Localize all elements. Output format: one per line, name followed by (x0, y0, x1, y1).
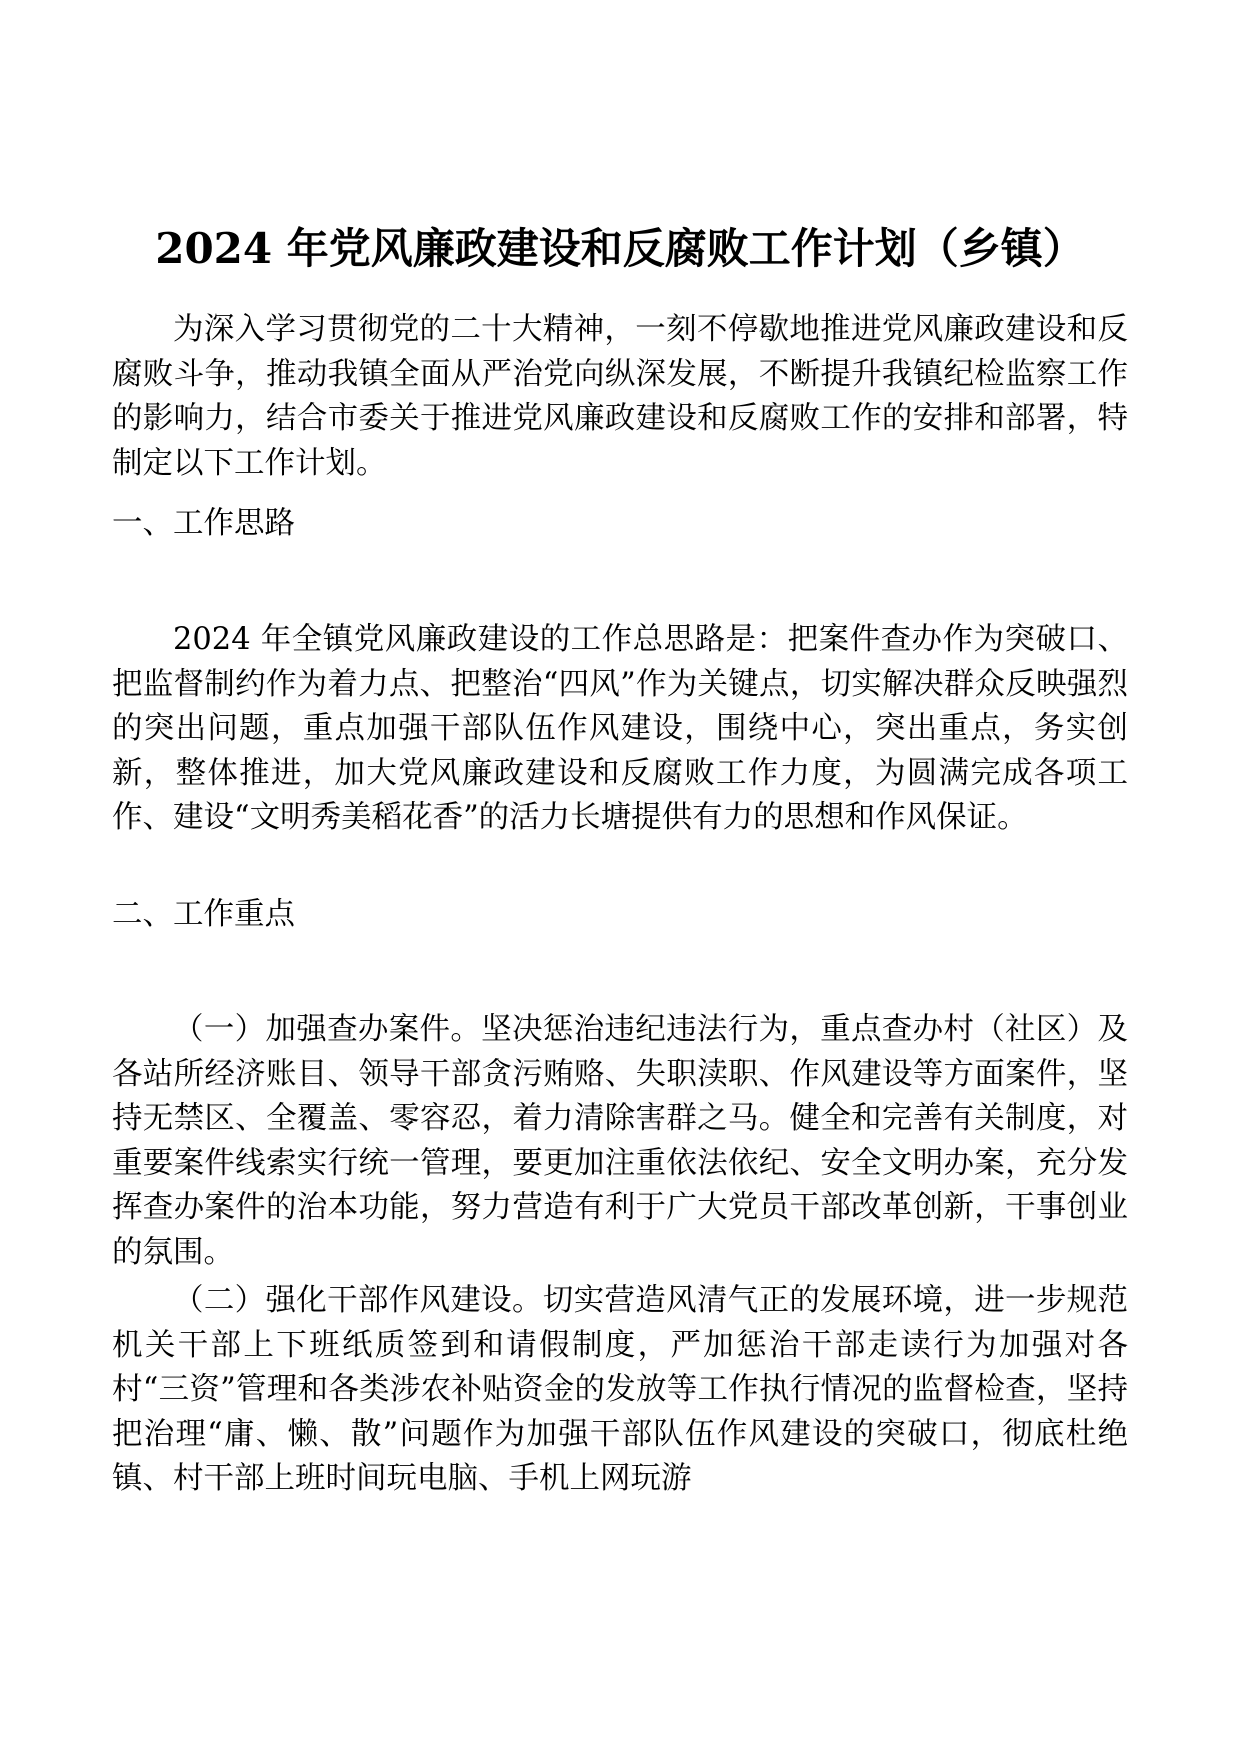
section-heading-work-focus: 二、工作重点 (112, 897, 295, 932)
section-heading-work-approach: 一、工作思路 (112, 506, 295, 541)
work-focus-item-1: （一）加强查办案件。坚决惩治违纪违法行为，重点查办村（社区）及各站所经济账目、领导干部贪污贿赂、失职渎职、作风建设等方面案件，坚持无禁区、全覆盖、零容忍，着力清除害群之马。健全和完善有关制度，对重要案件线索实行统一管理，要更加注重依法依纪、安全文明办案，充分发挥查办案件的治本功能，努力营造有利于广大党员干部改革创新，干事创业的氛围。 (112, 1012, 1128, 1270)
document-title: 2024 年党风廉政建设和反腐败工作计划（乡镇） (155, 224, 1085, 273)
intro-paragraph: 为深入学习贯彻党的二十大精神，一刻不停歇地推进党风廉政建设和反腐败斗争，推动我镇全面从严治党向纵深发展，不断提升我镇纪检监察工作的影响力，结合市委关于推进党风廉政建设和反腐败工作的安排和部署，特制定以下工作计划。 (112, 312, 1128, 481)
work-approach-paragraph: 2024 年全镇党风廉政建设的工作总思路是：把案件查办作为突破口、把监督制约作为着力点、把整治“四风”作为关键点，切实解决群众反映强烈的突出问题，重点加强干部队伍作风建设，围绕中心，突出重点，务实创新，整体推进，加大党风廉政建设和反腐败工作力度，为圆满完成各项工作、建设“文明秀美稻花香”的活力长塘提供有力的思想和作风保证。 (112, 622, 1128, 835)
work-focus-item-2: （二）强化干部作风建设。切实营造风清气正的发展环境，进一步规范机关干部上下班纸质签到和请假制度，严加惩治干部走读行为加强对各村“三资”管理和各类涉农补贴资金的发放等工作执行情况的监督检查，坚持把治理“庸、懒、散”问题作为加强干部队伍作风建设的突破口，彻底杜绝镇、村干部上班时间玩电脑、手机上网玩游 (112, 1283, 1128, 1496)
